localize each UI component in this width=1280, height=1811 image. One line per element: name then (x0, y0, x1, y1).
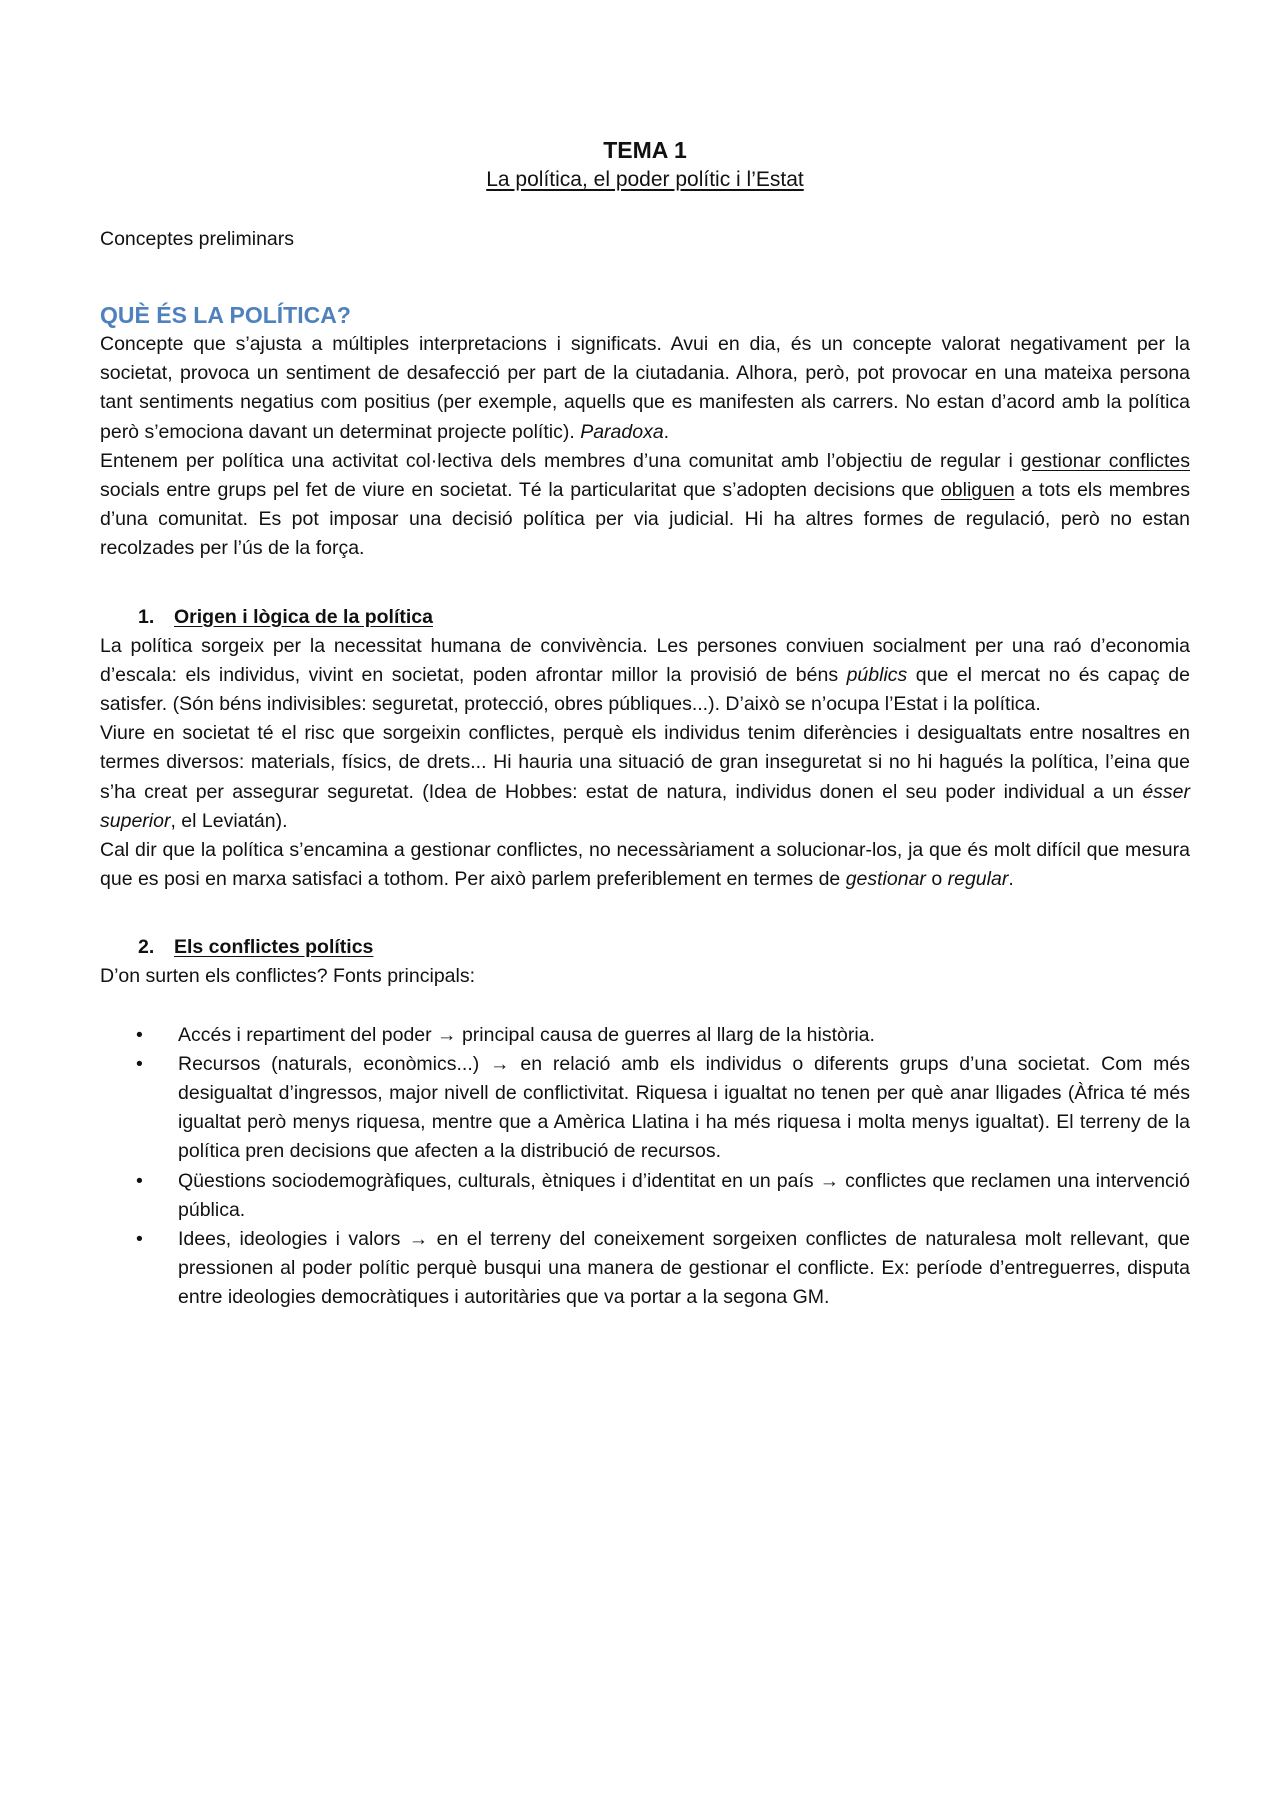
document-page (100, 0, 1190, 1313)
intro-paragraph-2 (100, 447, 1190, 564)
intro-paragraph-1 (100, 330, 1190, 447)
list-item-text: Accés i repartiment del poder → principal causa de guerres al llarg de la història. (178, 1023, 875, 1046)
list-item (136, 1167, 1190, 1225)
section-2-lead: D’on surten els conflictes? Fonts principals: (100, 965, 476, 988)
list-item (136, 1050, 1190, 1167)
text-run: , el Leviatán). (170, 809, 288, 832)
section-1-paragraph-3 (100, 836, 1190, 894)
text-run: o (925, 868, 948, 891)
text-run: . (1008, 868, 1014, 891)
italic-run: Paradoxa (580, 420, 664, 443)
text-run: Concepte que s’ajusta a múltiples interpretacions i significats. Avui en dia, és un concepte valorat negativament per la societat, provoca un sentiment de desafecció per part de la ciutadania. Alhora, però, pot provocar en una mateixa persona tant sentiments negatius com positius (per exemple, aquells que es manifesten als carrers. No estan d’acord amb la política però s’emociona davant un determinat projecte polític). (100, 333, 1190, 443)
text-run: Entenem per política una activitat col·lectiva dels membres d’una comunitat amb l’objectiu de regular i (100, 449, 1021, 472)
text-run: La política sorgeix per la necessitat humana de convivència. Les persones conviuen socialment per una raó d’economia d’escala: els individus, vivint en societat, poden afrontar millor la provisió de béns (100, 634, 1190, 686)
italic-run: regular (947, 868, 1009, 891)
section-number: 1. (138, 605, 155, 628)
text-run: Viure en societat té el risc que sorgeixin conflictes, perquè els individus tenim diferències i desigualtats entre nosaltres en termes diversos: materials, físics, de drets... Hi hauria una situació de gran inseguretat si no hi hagués la política, l’eina que s’ha creat per assegurar seguretat. (Idea de Hobbes: estat de natura, individus donen el seu poder individual a un (100, 722, 1190, 803)
bullet-icon: • (136, 1023, 143, 1046)
document-title: TEMA 1 (603, 137, 687, 163)
text-run: . (663, 420, 670, 443)
section-1-paragraph-1 (100, 632, 1190, 720)
section-1-paragraph-2 (100, 719, 1190, 836)
underlined-run: obliguen (940, 479, 1015, 502)
underlined-run: gestionar conflictes (1020, 449, 1190, 472)
section-number: 2. (138, 936, 155, 959)
preliminary-label: Conceptes preliminars (100, 228, 295, 250)
section-1-heading (100, 603, 1190, 632)
list-item (136, 1225, 1190, 1313)
italic-run: públics (846, 663, 908, 686)
document-subtitle: La política, el poder polític i l’Estat (486, 168, 804, 191)
section-title: Origen i lògica de la política (174, 605, 433, 628)
italic-run: gestionar (845, 868, 926, 891)
section-heading: QUÈ ÉS LA POLÍTICA? (100, 302, 351, 328)
text-run: socials entre grups pel fet de viure en societat. Té la particularitat que s’adopten decisions que (100, 479, 941, 502)
section-2-heading (100, 933, 1190, 962)
bullet-icon: • (136, 1169, 143, 1192)
section-title: Els conflictes polítics (174, 936, 374, 959)
bullet-icon: • (136, 1228, 143, 1251)
italic-run: ésser superior (100, 780, 1190, 832)
list-item-text: Idees, ideologies i valors → en el terreny del coneixement sorgeixen conflictes de naturalesa molt rellevant, que pressionen al poder polític perquè busqui una manera de gestionar el conflicte. Ex: període d’entreguerres, disputa entre ideologies democràtiques i autoritàries que va portar a la segona GM. (178, 1228, 1190, 1309)
text-run: Cal dir que la política s’encamina a gestionar conflictes, no necessàriament a solucionar-los, ja que és molt difícil que mesura que es posi en marxa satisfaci a tothom. Per això parlem preferiblement en termes de (100, 839, 1190, 891)
title-block (100, 135, 1190, 195)
list-item-text: Recursos (naturals, econòmics...) → en relació amb els individus o diferents grups d’una societat. Com més desigualtat d’ingressos, major nivell de conflictivitat. Riquesa i igualtat no tenen per què anar lligades (Àfrica té més igualtat però menys riquesa, mentre que a Amèrica Llatina i ha més riquesa i molta menys igualtat). El terreny de la política pren decisions que afecten a la distribució de recursos. (178, 1052, 1190, 1163)
list-item-text: Qüestions sociodemogràfiques, culturals, ètniques i d’identitat en un país → conflictes que reclamen una intervenció pública. (178, 1169, 1190, 1221)
conflict-sources-list (100, 1021, 1190, 1313)
text-run: a tots els membres d’una comunitat. Es pot imposar una decisió política per via judicial. Hi ha altres formes de regulació, però no estan recolzades per l’ús de la força. (100, 479, 1190, 560)
bullet-icon: • (136, 1052, 143, 1075)
text-run: que el mercat no és capaç de satisfer. (Són béns indivisibles: seguretat, protecció, obres públiques...). D’això se n’ocupa l’Estat i la política. (100, 663, 1190, 716)
list-item (136, 1021, 1190, 1050)
